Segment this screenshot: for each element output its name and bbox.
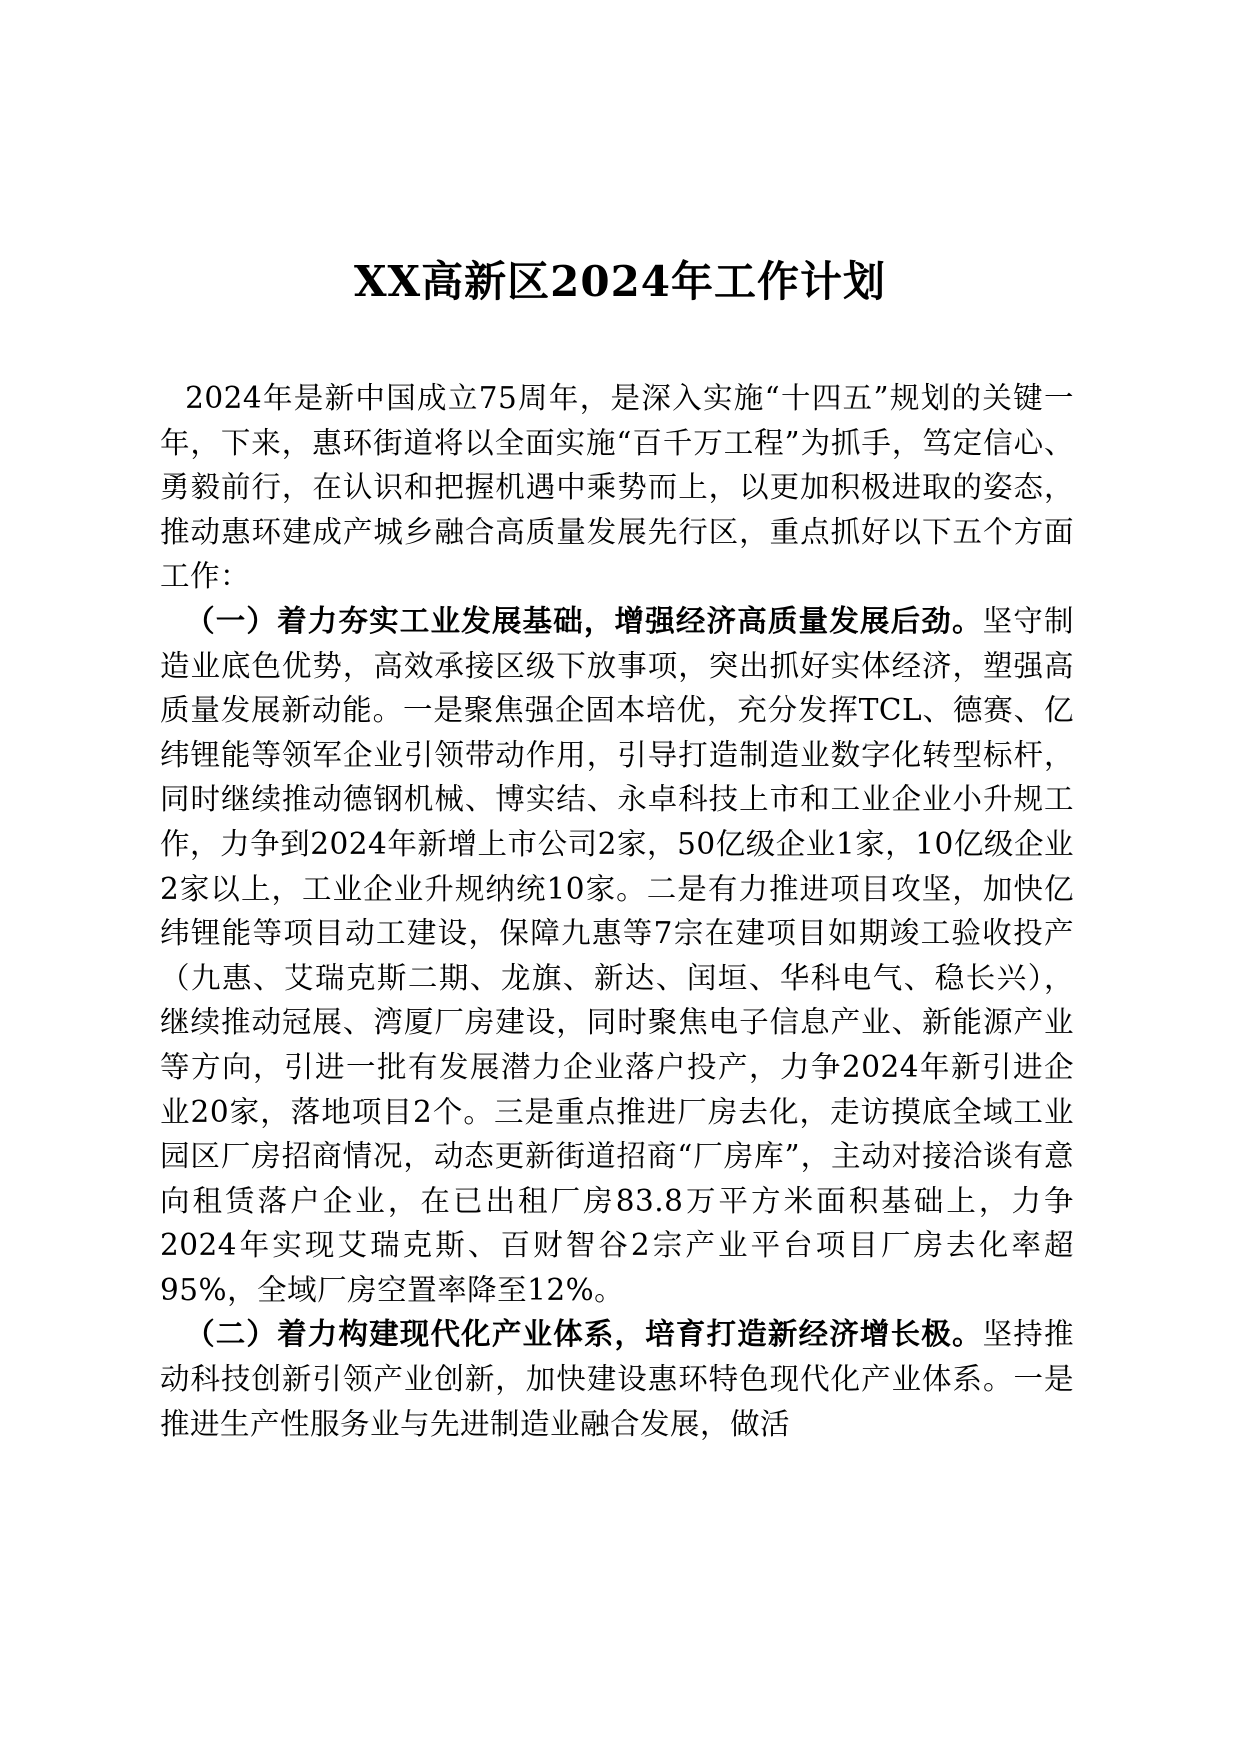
document-body [160,376,1074,1446]
paragraph-text: 坚守制造业底色优势，高效承接区级下放事项，突出抓好实体经济，塑强高质量发展新动能。一是聚焦强企固本培优，充分发挥TCL、德赛、亿纬锂能等领军企业引领带动作用，引导打造制造业数字化转型标杆，同时继续推动德钢机械、博实结、永卓科技上市和工业企业小升规工作，力争到2024年新增上市公司2家，50亿级企业1家，10亿级企业2家以上，工业企业升规纳统10家。二是有力推进项目攻坚，加快亿纬锂能等项目动工建设，保障九惠等7宗在建项目如期竣工验收投产（九惠、艾瑞克斯二期、龙旗、新达、闰垣、华科电气、稳长兴），继续推动冠展、湾厦厂房建设，同时聚焦电子信息产业、新能源产业等方向，引进一批有发展潜力企业落户投产，力争2024年新引进企业20家，落地项目2个。三是重点推进厂房去化，走访摸底全域工业园区厂房招商情况，动态更新街道招商“厂房库”，主动对接洽谈有意向租赁落户企业，在已出租厂房83.8万平方米面积基础上，力争2024年实现艾瑞克斯、百财智谷2宗产业平台项目厂房去化率超95%，全域厂房空置率降至12%。 [160,603,1074,1307]
document-title: XX高新区2024年工作计划 [353,257,887,306]
section-one-paragraph [160,599,1074,1313]
paragraph-text: 2024年是新中国成立75周年，是深入实施“十四五”规划的关键一年，下来，惠环街道将以全面实施“百千万工程”为抓手，笃定信心、勇毅前行，在认识和把握机遇中乘势而上，以更加积极进取的姿态，推动惠环建成产城乡融合高质量发展先行区，重点抓好以下五个方面工作： [160,381,1074,594]
section-heading: （一）着力夯实工业发展基础，增强经济高质量发展后劲。 [185,602,983,638]
section-two-paragraph [160,1312,1074,1446]
paragraph-text: 坚持推动科技创新引领产业创新，加快建设惠环特色现代化产业体系。一是推进生产性服务业与先进制造业融合发展，做活 [160,1317,1074,1441]
intro-paragraph [160,376,1074,599]
section-heading: （二）着力构建现代化产业体系，培育打造新经济增长极。 [185,1316,983,1352]
